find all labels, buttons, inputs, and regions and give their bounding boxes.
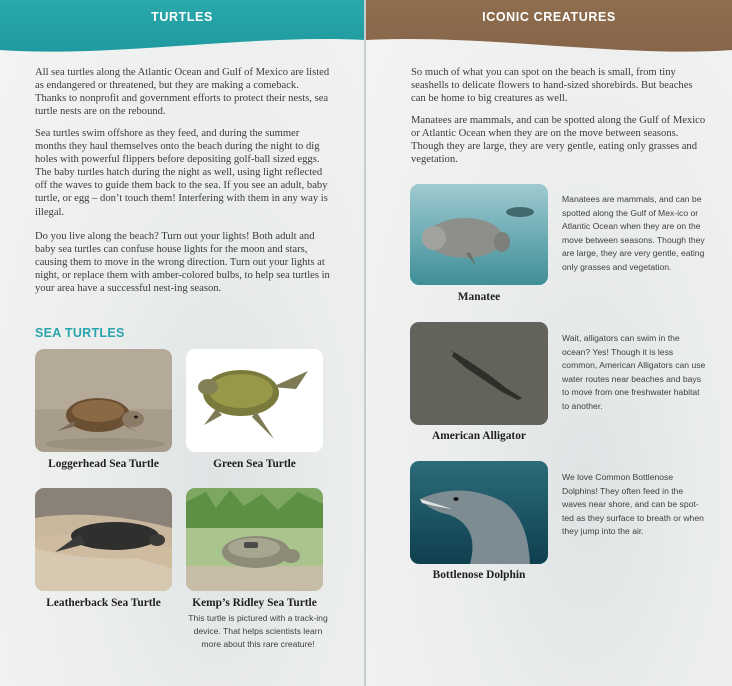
kemps-ridley-note: This turtle is pictured with a track-ing device. That helps scientists learn more about this rare creature!: [188, 613, 328, 649]
iconic-creatures-page: [366, 0, 732, 686]
leatherback-caption: Leatherback Sea Turtle: [46, 597, 161, 609]
green-turtle-photo: [186, 349, 323, 452]
nesting-paragraph: Sea turtles swim offshore as they feed, and during the summer months they haul themselves onto the beach during the night to dig holes with powerful flippers before depositing golf-ball sized eggs. The baby turtles hatch during the night as well, using light reflected off the waves to guide them back to the sea. If you see an adult, baby turtle, or egg – don’t touch them! Interfering with them in any way is illegal.: [35, 128, 328, 218]
manatee-photo: [410, 184, 548, 285]
green-turtle-caption: Green Sea Turtle: [213, 458, 296, 470]
manatee-caption: Manatee: [457, 291, 501, 303]
iconic-creatures-banner: [366, 0, 732, 56]
leatherback-photo: [35, 488, 172, 591]
dolphin-caption: Bottlenose Dolphin: [432, 569, 526, 581]
loggerhead-photo: [35, 349, 172, 452]
alligator-photo: [410, 322, 548, 425]
kemps-ridley-photo: [186, 488, 323, 591]
dolphin-description: We love Common Bottlenose Dolphins! They often feed in the waves near shore, and can be spot-ted as they surface to breath or when they jump into the air.: [562, 472, 704, 537]
page-title: TURTLES: [151, 10, 213, 24]
alligator-description: Wait, alligators can swim in the ocean? Yes! Though it is less common, American Alligators can use water routes near beaches and bays to move from one freshwater habitat to another.: [562, 333, 706, 411]
intro-paragraph: So much of what you can spot on the beach is small, from tiny seashells to delicate flowers to hand-sized shorebirds. But beaches can be home to big creatures as well.: [411, 67, 693, 105]
turtles-banner: [0, 0, 364, 56]
alligator-caption: American Alligator: [432, 430, 526, 442]
section-heading: SEA TURTLES: [35, 326, 125, 340]
manatee-description: Manatees are mammals, and can be spotted along the Gulf of Mex-ico or Atlantic Ocean when they are on the move between seasons. Though they are large, they are very gentle, eating only grasses and vegetation.: [562, 194, 705, 272]
manatee-paragraph: Manatees are mammals, and can be spotted along the Gulf of Mexico or Atlantic Ocean when they are on the move between seasons. Though they are large, they are very gentle, eating only grasses and vegetation.: [411, 115, 706, 166]
intro-paragraph: All sea turtles along the Atlantic Ocean and Gulf of Mexico are listed as endangered or threatened, but they are making a comeback. Thanks to nonprofit and government efforts to protect their nests, sea turtle nests are on the rebound.: [35, 67, 330, 118]
turtles-page: [0, 0, 364, 686]
dolphin-photo: [410, 461, 548, 564]
kemps-ridley-caption: Kemp’s Ridley Sea Turtle: [192, 597, 317, 609]
lights-paragraph: Do you live along the beach? Turn out your lights! Both adult and baby sea turtles can confuse house lights for the moon and stars, causing them to move in the wrong direction. Turn out your lights at night, or replace them with amber-colored bulbs, to help sea turtles in your area have a successful nest-ing season.: [35, 231, 330, 295]
loggerhead-caption: Loggerhead Sea Turtle: [48, 458, 159, 470]
page-title: ICONIC CREATURES: [482, 10, 616, 24]
